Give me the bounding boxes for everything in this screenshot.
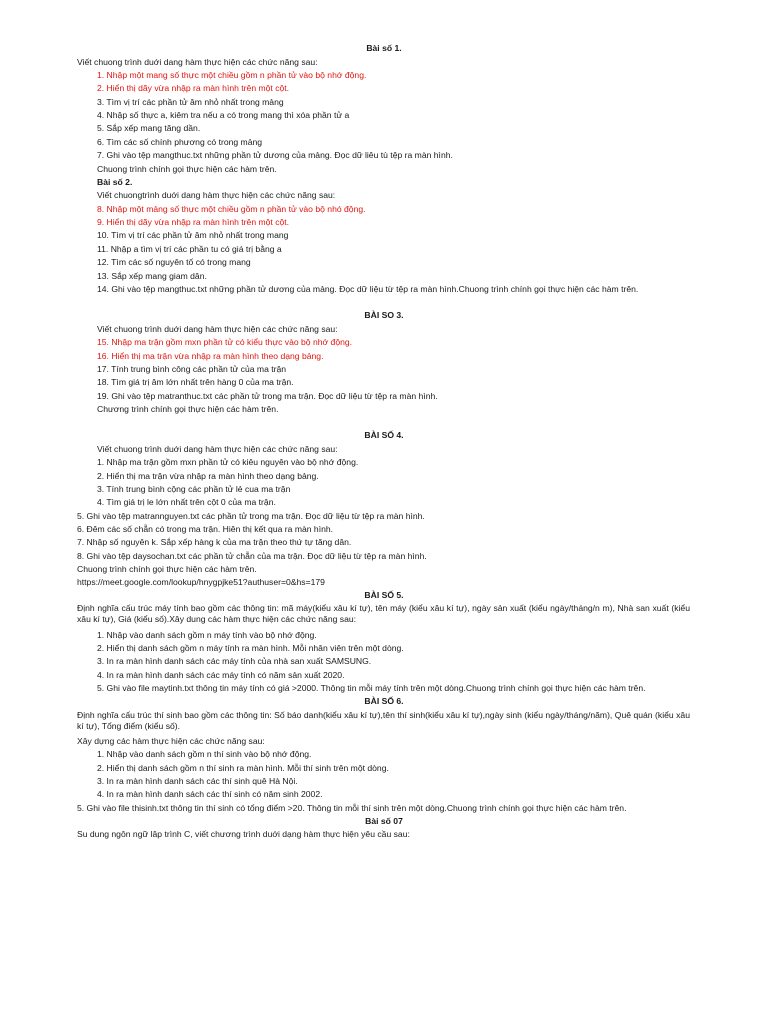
list-item: 11. Nhập a tìm vị trí các phần tu có giá trị bằng a <box>97 244 282 254</box>
list-item: 8. Ghi vào tệp daysochan.txt các phần tử chẵn của ma trận. Đọc dữ liệu từ tệp ra màn hình. <box>77 551 427 561</box>
list-item: 3. Tìm vị trí các phần tử âm nhỏ nhất trong mảng <box>97 97 284 107</box>
exercise-3-intro: Viết chuong trình duới dang hàm thực hiện các chức năng sau: <box>97 324 338 334</box>
exercise-4-title: BÀI SỐ 4. <box>364 430 404 440</box>
list-item: 13. Sắp xếp mang giam dân. <box>97 271 207 281</box>
list-item: 6. Tìm các số chính phương có trong mảng <box>97 137 263 147</box>
list-item: 4. Tìm giá trị le lớn nhất trên cột 0 của ma trận. <box>97 497 276 507</box>
list-item: 15. Nhập ma trận gồm mxn phần tử có kiểu thực vào bộ nhớ động. <box>97 337 353 347</box>
exercise-5-definition: Định nghĩa cấu trúc máy tính bao gồm các thông tin: mã máy(kiểu xâu kí tự), tên máy (kiểu xâu kí tự), ngày sản xuất (kiểu ngày/tháng/n m), Nhà san xuất (kiểu xâu kí tự), Giá (kiểu số).Xây dung các hàm thực hiện các chức năng sau: <box>77 603 690 624</box>
exercise-5-title: BÀI SỐ 5. <box>364 590 404 600</box>
list-item: 6. Đêm các số chẵn có trong ma trận. Hiên thị kết qua ra màn hình. <box>77 524 334 534</box>
exercise-2-title: Bài số 2. <box>97 177 133 187</box>
list-item: 2. Hiển thị dãy vừa nhập ra màn hình trên một cột. <box>97 83 290 93</box>
exercise-7-intro: Su dung ngôn ngữ lâp trình C, viết chương trình duới dạng hàm thực hiện yêu cầu sau: <box>77 829 410 839</box>
list-item: 5. Sắp xếp mang tăng dần. <box>97 123 201 133</box>
list-item: 2. Hiển thị ma trận vừa nhập ra màn hình theo dạng bảng. <box>97 471 319 481</box>
list-item: 17. Tính trung bình công các phần tử của ma trận <box>97 364 287 374</box>
exercise-3-outro: Chương trình chính gọi thực hiện các hàm trên. <box>97 404 279 414</box>
exercise-2-intro: Viết chuongtrình duới dang hàm thực hiện các chức năng sau: <box>97 190 336 200</box>
list-item: 3. Tính trung bình cộng các phần tử lẻ cua ma trận <box>97 484 291 494</box>
exercise-6-title: BÀI SỐ 6. <box>364 696 404 706</box>
list-item: 2. Hiển thị danh sách gồm n thí sinh ra màn hình. Mỗi thí sinh trên một dòng. <box>97 763 389 773</box>
list-item: 19. Ghi vào tệp matranthuc.txt các phần tử trong ma trận. Đọc dữ liệu từ tệp ra màn hình. <box>97 391 438 401</box>
list-item: 4. In ra màn hình danh sách các máy tính có năm sản xuất 2020. <box>97 670 345 680</box>
list-item: 5. Ghi vào file maytinh.txt thông tin máy tính có giá >2000. Thông tin mỗi máy tính trên một dòng.Chuong trình chính gọi thực hiện các hàm trên. <box>97 683 646 693</box>
exercise-6-definition: Định nghĩa cấu trúc thí sinh bao gồm các thông tin: Số báo danh(kiểu xâu kí tự),tên thí sinh(kiểu xâu kí tự),ngày sinh (kiểu ngày/tháng/năm), Quê quán (kiểu xâu kí tự), Tổng điểm (kiểu số). <box>77 710 690 731</box>
list-item: 18. Tìm giá trị âm lớn nhất trên hàng 0 của ma trận. <box>97 377 294 387</box>
list-item: 3. In ra màn hình danh sách các thí sinh quê Hà Nội. <box>97 776 298 786</box>
list-item: 16. Hiển thị ma trận vừa nhập ra màn hình theo dạng bảng. <box>97 351 324 361</box>
meet-link[interactable]: https://meet.google.com/lookup/hnygpjke51?authuser=0&hs=179 <box>77 577 325 587</box>
list-item: 12. Tìm các số nguyên tố có trong mang <box>97 257 251 267</box>
list-item: 1. Nhập một mang số thực một chiều gồm n phần tử vào bộ nhớ động. <box>97 70 367 80</box>
exercise-7-title: Bài số 07 <box>365 816 403 826</box>
list-item: 5. Ghi vào file thisinh.txt thông tin thí sinh có tổng điểm >20. Thông tin mỗi thí sinh trên một dòng.Chuong trình chính gọi thực hiện các hàm trên. <box>77 803 627 813</box>
list-item: 7. Nhập số nguyên k. Sắp xếp hàng k của ma trận theo thứ tự tăng dân. <box>77 537 352 547</box>
list-item: 7. Ghi vào tệp mangthuc.txt những phần tử dương của mảng. Đọc dữ liêu tù tệp ra màn hình. <box>97 150 453 160</box>
list-item: 8. Nhập một mảng số thực một chiều gồm n phần tử vào bộ nhó động. <box>97 204 366 214</box>
exercise-1-intro: Viết chuong trình duới dang hàm thực hiện các chức năng sau: <box>77 57 318 67</box>
exercise-4-outro: Chuong trình chính gọi thực hiện các hàm trên. <box>77 564 257 574</box>
list-item: 4. Nhập số thực a, kiêm tra nếu a có trong mang thì xóa phần tử a <box>97 110 350 120</box>
exercise-4-intro: Viết chuong trình duới dang hàm thực hiện các chức năng sau: <box>97 444 338 454</box>
list-item: 5. Ghi vào tệp matrannguyen.txt các phần tử trong ma trận. Đọc dữ liệu từ tệp ra màn hình. <box>77 511 425 521</box>
exercise-6-intro: Xây dựng các hàm thực hiện các chức năng sau: <box>77 736 265 746</box>
list-item: 14. Ghi vào tệp mangthuc.txt những phần tử dương của mảng. Đọc dữ liệu từ tệp ra màn hình.Chuong trình chính gọi thực hiện các hàm trên. <box>97 284 639 294</box>
list-item: 3. In ra màn hình danh sách các máy tính của nhà san xuất SAMSUNG. <box>97 656 372 666</box>
list-item: 1. Nhập vào danh sách gồm n thí sinh vào bộ nhớ động. <box>97 749 312 759</box>
list-item: 9. Hiển thị dãy vừa nhập ra màn hình trên một cột. <box>97 217 290 227</box>
exercise-3-title: BÀI SO 3. <box>364 310 404 320</box>
list-item: 10. Tìm vị trí các phần tử âm nhỏ nhất trong mang <box>97 230 289 240</box>
exercise-1-outro: Chuong trình chính gọi thực hiện các hàm trên. <box>97 164 277 174</box>
list-item: 4. In ra màn hình danh sách các thí sinh có năm sinh 2002. <box>97 789 323 799</box>
list-item: 2. Hiển thị danh sách gồm n máy tính ra màn hình. Mỗi nhân viên trên một dòng. <box>97 643 404 653</box>
exercise-1-title: Bài số 1. <box>366 43 402 53</box>
list-item: 1. Nhập ma trận gồm mxn phần tử có kiêu nguyên vào bộ nhớ động. <box>97 457 359 467</box>
list-item: 1. Nhập vào danh sách gồm n máy tính vào bộ nhớ động. <box>97 630 317 640</box>
